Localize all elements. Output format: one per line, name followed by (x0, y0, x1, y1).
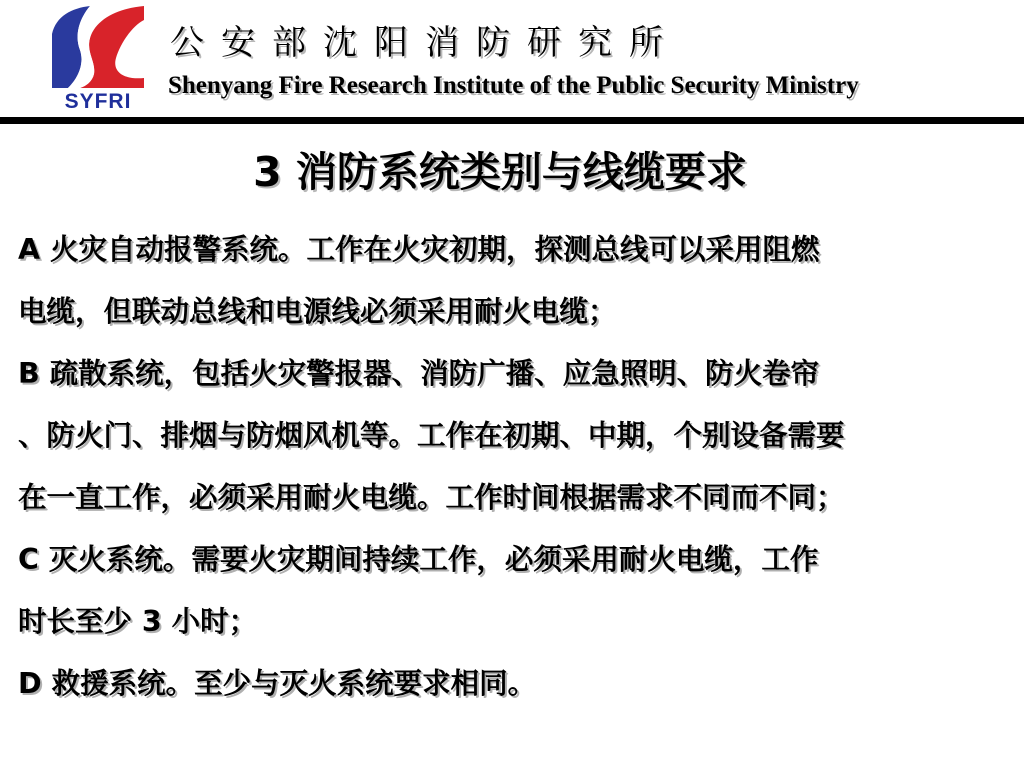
body-line: A 火灾自动报警系统。工作在火灾初期，探测总线可以采用阻燃 (18, 233, 820, 266)
institute-name-chinese: 公安部沈阳消防研究所 (170, 23, 680, 63)
syfri-flame-icon (50, 4, 146, 90)
body-line: 电缆，但联动总线和电源线必须采用耐火电缆； (18, 295, 617, 328)
header-divider (0, 117, 1024, 124)
syfri-logo (44, 4, 152, 112)
slide-title: 3 消防系统类别与线缆要求 (253, 148, 747, 196)
header (0, 0, 1024, 126)
body-line: C 灭火系统。需要火灾期间持续工作，必须采用耐火电缆，工作 (18, 543, 819, 576)
body-line: 在一直工作，必须采用耐火电缆。工作时间根据需求不同而不同； (18, 481, 845, 514)
slide-body (18, 226, 1018, 722)
logo-text: SYFRI (64, 90, 132, 113)
body-line: D 救援系统。至少与灭火系统要求相同。 (18, 667, 537, 700)
body-line: 、防火门、排烟与防烟风机等。工作在初期、中期，个别设备需要 (18, 419, 845, 452)
institute-name-english: Shenyang Fire Research Institute of the Public Security Ministry (168, 72, 859, 99)
body-line: 时长至少 3 小时； (18, 605, 258, 638)
body-line: B 疏散系统，包括火灾警报器、消防广播、应急照明、防火卷帘 (18, 357, 820, 390)
